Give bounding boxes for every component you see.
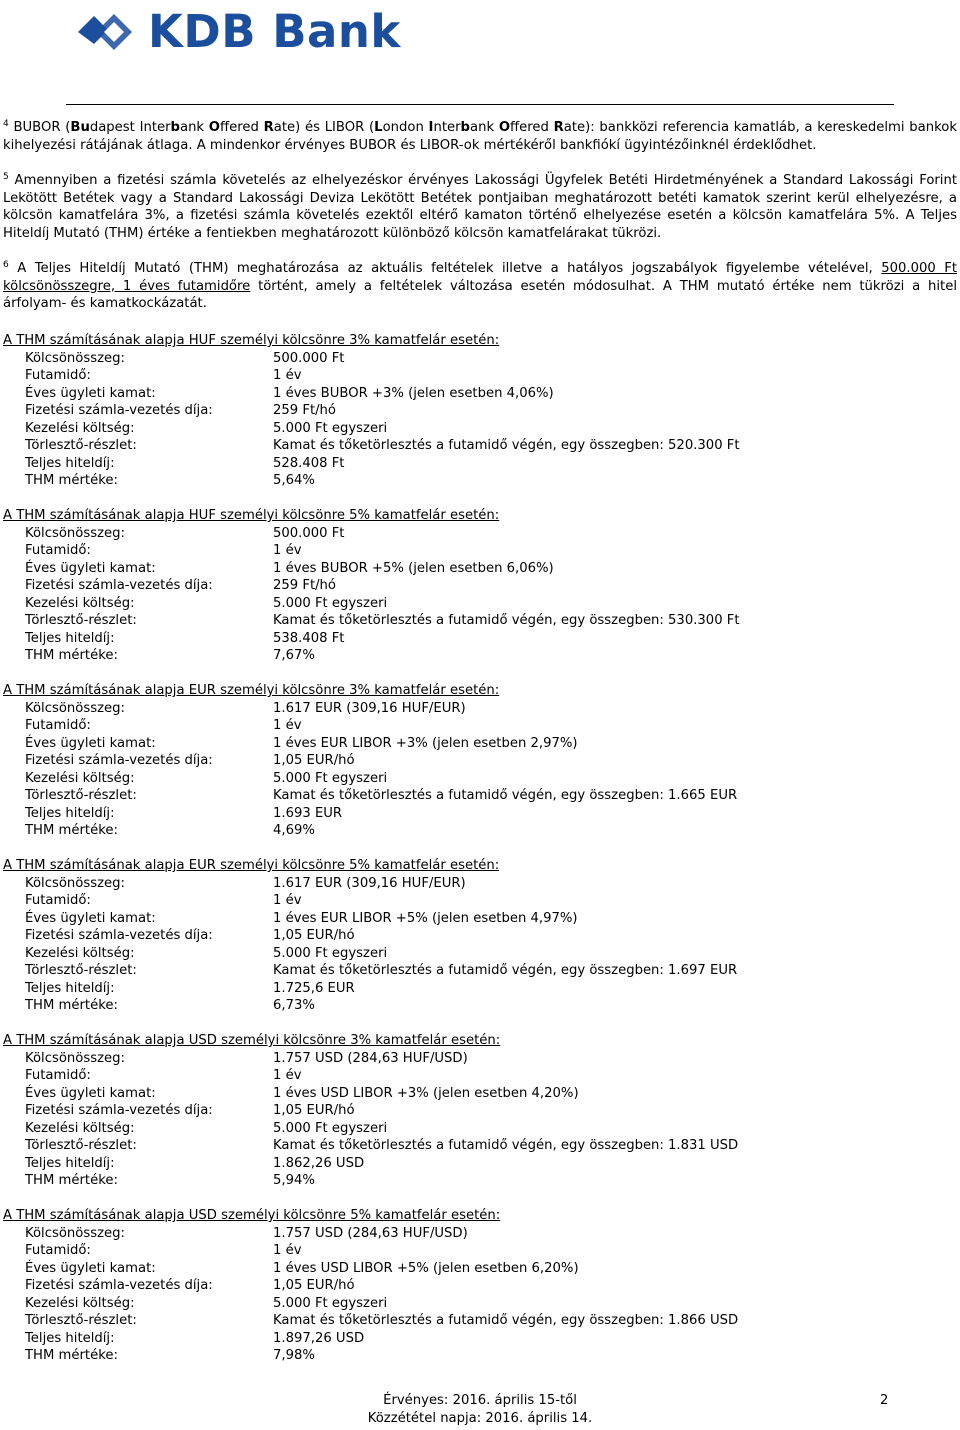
detail-row xyxy=(3,770,957,788)
footnote-text: ffered xyxy=(510,120,554,135)
row-label: THM mértéke: xyxy=(25,1173,118,1188)
footnote-text: b xyxy=(460,120,470,135)
row-label: Teljes hiteldíj: xyxy=(25,455,115,471)
footnote-text: L xyxy=(374,120,383,135)
row-label: Törlesztő-részlet: xyxy=(25,613,137,628)
footer-dates xyxy=(280,1392,680,1427)
footnote-5 xyxy=(3,172,957,242)
section-title: A THM számításának alapja HUF személyi kölcsönre 5% kamatfelár esetén: xyxy=(3,508,500,523)
detail-row xyxy=(3,525,957,543)
row-label: Éves ügyleti kamat: xyxy=(25,910,156,926)
row-value: 6,73% xyxy=(273,998,315,1013)
row-value: 5.000 Ft egyszeri xyxy=(273,1295,388,1311)
row-label: Fizetési számla-vezetés díja: xyxy=(25,753,213,768)
row-value: 7,98% xyxy=(273,1348,315,1363)
detail-row xyxy=(3,577,957,595)
thm-section xyxy=(3,682,957,840)
detail-row xyxy=(3,875,957,893)
detail-row xyxy=(3,420,957,438)
row-label: Teljes hiteldíj: xyxy=(25,630,115,646)
row-value: 1,05 EUR/hó xyxy=(273,753,355,768)
detail-row xyxy=(3,385,957,403)
row-value: Kamat és tőketörlesztés a futamidő végén, egy összegben: 1.866 USD xyxy=(273,1313,739,1328)
row-value: 528.408 Ft xyxy=(273,455,345,471)
detail-row xyxy=(3,560,957,578)
row-label: Éves ügyleti kamat: xyxy=(25,560,156,576)
row-value: 5.000 Ft egyszeri xyxy=(273,1120,388,1136)
row-label: THM mértéke: xyxy=(25,648,118,663)
thm-section xyxy=(3,332,957,490)
detail-row xyxy=(3,1225,957,1243)
row-value: 1 éves EUR LIBOR +3% (jelen esetben 2,97%) xyxy=(273,735,578,751)
detail-row xyxy=(3,1260,957,1278)
row-value: 1 éves USD LIBOR +5% (jelen esetben 6,20%) xyxy=(273,1260,579,1276)
row-value: 5,94% xyxy=(273,1173,315,1188)
footnote-text: Bu xyxy=(70,120,90,135)
row-label: Éves ügyleti kamat: xyxy=(25,1085,156,1101)
row-value: 5.000 Ft egyszeri xyxy=(273,420,388,436)
detail-row xyxy=(3,1155,957,1173)
row-value: 1,05 EUR/hó xyxy=(273,1103,355,1118)
row-label: Futamidő: xyxy=(25,1068,91,1083)
footnote-text: O xyxy=(498,120,511,135)
detail-row xyxy=(3,1330,957,1348)
section-title: A THM számításának alapja HUF személyi kölcsönre 3% kamatfelár esetén: xyxy=(3,333,500,348)
footnote-6 xyxy=(3,260,957,313)
row-label: Éves ügyleti kamat: xyxy=(25,385,156,401)
row-value: 1 éves BUBOR +5% (jelen esetben 6,06%) xyxy=(273,560,554,576)
footnote-text: ank xyxy=(470,120,499,135)
footnote-text: ank xyxy=(179,120,209,135)
detail-row xyxy=(3,980,957,998)
detail-row xyxy=(3,437,957,455)
row-value: 1.617 EUR (309,16 HUF/EUR) xyxy=(273,875,466,891)
row-value: 1.897,26 USD xyxy=(273,1330,365,1346)
row-label: Kölcsönösszeg: xyxy=(25,875,125,891)
row-value: 1.693 EUR xyxy=(273,805,343,821)
detail-row xyxy=(3,1067,957,1085)
row-label: Kölcsönösszeg: xyxy=(25,1225,125,1241)
detail-row xyxy=(3,752,957,770)
row-label: Törlesztő-részlet: xyxy=(25,963,137,978)
row-value: Kamat és tőketörlesztés a futamidő végén, egy összegben: 1.697 EUR xyxy=(273,963,738,978)
row-value: 1 év xyxy=(273,1068,302,1083)
page-number: 2 xyxy=(880,1393,889,1408)
row-value: 5.000 Ft egyszeri xyxy=(273,945,388,961)
row-value: 1 év xyxy=(273,543,302,558)
row-label: Fizetési számla-vezetés díja: xyxy=(25,578,213,593)
row-value: 1 éves BUBOR +3% (jelen esetben 4,06%) xyxy=(273,385,554,401)
row-value: 1.725,6 EUR xyxy=(273,980,355,996)
row-value: 5.000 Ft egyszeri xyxy=(273,770,388,786)
row-label: THM mértéke: xyxy=(25,473,118,488)
row-label: Teljes hiteldíj: xyxy=(25,805,115,821)
row-value: 1 év xyxy=(273,718,302,733)
thm-section xyxy=(3,507,957,665)
row-label: Törlesztő-részlet: xyxy=(25,1138,137,1153)
row-label: Fizetési számla-vezetés díja: xyxy=(25,1278,213,1293)
kdb-logo-icon xyxy=(74,6,138,58)
footnote-text: R xyxy=(553,120,564,135)
detail-row xyxy=(3,910,957,928)
row-value: 5,64% xyxy=(273,473,315,488)
row-label: Fizetési számla-vezetés díja: xyxy=(25,1103,213,1118)
detail-row xyxy=(3,962,957,980)
row-label: Futamidő: xyxy=(25,893,91,908)
detail-row xyxy=(3,1085,957,1103)
row-label: THM mértéke: xyxy=(25,1348,118,1363)
detail-row xyxy=(3,1277,957,1295)
row-value: 7,67% xyxy=(273,648,315,663)
detail-row xyxy=(3,735,957,753)
row-label: Teljes hiteldíj: xyxy=(25,1330,115,1346)
detail-row xyxy=(3,1312,957,1330)
row-value: 1 év xyxy=(273,368,302,383)
row-value: 4,69% xyxy=(273,823,315,838)
row-label: Fizetési számla-vezetés díja: xyxy=(25,403,213,418)
detail-row xyxy=(3,700,957,718)
row-value: 1.617 EUR (309,16 HUF/EUR) xyxy=(273,700,466,716)
detail-row xyxy=(3,1242,957,1260)
row-label: Futamidő: xyxy=(25,718,91,733)
row-value: 500.000 Ft xyxy=(273,350,345,366)
detail-row xyxy=(3,1347,957,1365)
footnote-text: R xyxy=(263,120,274,135)
row-label: Törlesztő-részlet: xyxy=(25,1313,137,1328)
row-value: 1 éves EUR LIBOR +5% (jelen esetben 4,97%) xyxy=(273,910,578,926)
row-value: 1.757 USD (284,63 HUF/USD) xyxy=(273,1225,468,1241)
thm-section xyxy=(3,1207,957,1365)
row-value: 1.757 USD (284,63 HUF/USD) xyxy=(273,1050,468,1066)
row-value: Kamat és tőketörlesztés a futamidő végén, egy összegben: 1.665 EUR xyxy=(273,788,738,803)
detail-row xyxy=(3,402,957,420)
detail-row xyxy=(3,892,957,910)
footnote-text: ondon xyxy=(382,120,429,135)
thm-section xyxy=(3,857,957,1015)
row-value: Kamat és tőketörlesztés a futamidő végén, egy összegben: 1.831 USD xyxy=(273,1138,739,1153)
footnote-text: Amennyiben a fizetési számla követelés az elhelyezéskor érvényes Lakossági Ügyfelek Betéti Hirdetményének a Standard Lakossági Forint Lekötött Betétek vagy a Standard Lakossági Deviza Lekötött Betétek pontjaiban meghatározott betéti kamatok szerint kerül elhelyezésre, a kölcsön kamatfelára 3%, a fizetési számla követelés ezektől eltérő kamaton történő elhelyezése esetén a kölcsön kamatfelára 5%. A Teljes Hiteldíj Mutató (THM) értéke a fentiekben meghatározott különböző kölcsön kamatfelárakat tükrözi. xyxy=(3,173,957,241)
row-label: THM mértéke: xyxy=(25,823,118,838)
row-value: 5.000 Ft egyszeri xyxy=(273,595,388,611)
detail-row xyxy=(3,945,957,963)
detail-row xyxy=(3,1172,957,1190)
row-value: 1 év xyxy=(273,1243,302,1258)
detail-row xyxy=(3,1102,957,1120)
thm-sections xyxy=(3,332,957,1382)
footnote-separator xyxy=(66,104,894,105)
footnote-4 xyxy=(3,119,957,154)
section-title: A THM számításának alapja EUR személyi kölcsönre 5% kamatfelár esetén: xyxy=(3,858,500,873)
detail-row xyxy=(3,1120,957,1138)
footnote-text: ate) és LIBOR ( xyxy=(273,120,375,135)
footnote-text: ate): bankközi referencia kamatláb, a kereskedelmi bankok kihelyezési rátájának átlaga. A mindenkor érvényes BUBOR és LIBOR-ok mértékéről bankfiókí ügyintézőinknél érdeklődhet. xyxy=(3,120,957,153)
row-label: Teljes hiteldíj: xyxy=(25,980,115,996)
row-value: 1.862,26 USD xyxy=(273,1155,365,1171)
section-title: A THM számításának alapja USD személyi kölcsönre 3% kamatfelár esetén: xyxy=(3,1033,501,1048)
detail-row xyxy=(3,350,957,368)
footnote-text: dapest Inter xyxy=(89,120,171,135)
row-label: Kölcsönösszeg: xyxy=(25,350,125,366)
detail-row xyxy=(3,647,957,665)
footnote-marker: 6 xyxy=(3,260,9,270)
row-label: Éves ügyleti kamat: xyxy=(25,1260,156,1276)
detail-row xyxy=(3,595,957,613)
footnote-marker: 4 xyxy=(3,119,9,129)
row-label: Kezelési költség: xyxy=(25,1120,135,1136)
section-title: A THM számításának alapja USD személyi kölcsönre 5% kamatfelár esetén: xyxy=(3,1208,501,1223)
row-label: Éves ügyleti kamat: xyxy=(25,735,156,751)
row-label: Futamidő: xyxy=(25,1243,91,1258)
row-label: Futamidő: xyxy=(25,368,91,383)
detail-row xyxy=(3,630,957,648)
detail-row xyxy=(3,472,957,490)
footnote-text: I xyxy=(428,120,434,135)
row-value: 538.408 Ft xyxy=(273,630,345,646)
row-label: Kezelési költség: xyxy=(25,1295,135,1311)
row-value: 1 év xyxy=(273,893,302,908)
kdb-bank-logo xyxy=(74,6,401,58)
section-title: A THM számításának alapja EUR személyi kölcsönre 3% kamatfelár esetén: xyxy=(3,683,500,698)
row-label: Kölcsönösszeg: xyxy=(25,700,125,716)
row-value: Kamat és tőketörlesztés a futamidő végén, egy összegben: 520.300 Ft xyxy=(273,438,740,453)
detail-row xyxy=(3,997,957,1015)
row-value: Kamat és tőketörlesztés a futamidő végén, egy összegben: 530.300 Ft xyxy=(273,613,740,628)
footnote-text: ffered xyxy=(220,120,264,135)
row-label: Kezelési költség: xyxy=(25,420,135,436)
row-value: 500.000 Ft xyxy=(273,525,345,541)
footnote-text: b xyxy=(170,120,180,135)
footnote-text: nter xyxy=(433,120,461,135)
detail-row xyxy=(3,822,957,840)
row-label: Kezelési költség: xyxy=(25,945,135,961)
row-label: Kezelési költség: xyxy=(25,595,135,611)
valid-from: Érvényes: 2016. április 15-től xyxy=(383,1393,577,1408)
detail-row xyxy=(3,612,957,630)
row-label: Teljes hiteldíj: xyxy=(25,1155,115,1171)
row-label: Kölcsönösszeg: xyxy=(25,525,125,541)
row-label: Törlesztő-részlet: xyxy=(25,438,137,453)
detail-row xyxy=(3,455,957,473)
logo-text: KDB Bank xyxy=(148,5,401,58)
row-label: Fizetési számla-vezetés díja: xyxy=(25,928,213,943)
row-value: 1,05 EUR/hó xyxy=(273,1278,355,1293)
detail-row xyxy=(3,542,957,560)
row-value: 1 éves USD LIBOR +3% (jelen esetben 4,20%) xyxy=(273,1085,579,1101)
row-value: 1,05 EUR/hó xyxy=(273,928,355,943)
footnote-text: történt, amely a feltételek változása esetén módosulhat. A THM mutató értéke nem tükrözi a hitel árfolyam- és kamatkockázatát. xyxy=(3,278,958,311)
detail-row xyxy=(3,1137,957,1155)
detail-row xyxy=(3,367,957,385)
footnote-text: O xyxy=(208,120,221,135)
row-value: 259 Ft/hó xyxy=(273,403,336,418)
row-label: Kölcsönösszeg: xyxy=(25,1050,125,1066)
detail-row xyxy=(3,787,957,805)
detail-row xyxy=(3,927,957,945)
detail-row xyxy=(3,717,957,735)
footnote-text: A Teljes Hiteldíj Mutató (THM) meghatározása az aktuális feltételek illetve a hatályos jogszabályok figyelembe vételével, xyxy=(8,261,882,276)
detail-row xyxy=(3,1050,957,1068)
footnote-text: BUBOR ( xyxy=(13,120,71,135)
detail-row xyxy=(3,1295,957,1313)
row-label: Kezelési költség: xyxy=(25,770,135,786)
publication-date: Közzététel napja: 2016. április 14. xyxy=(367,1410,593,1426)
row-label: THM mértéke: xyxy=(25,998,118,1013)
detail-row xyxy=(3,805,957,823)
footnote-text: 500.000 Ft kölcsönösszegre, 1 éves futamidőre xyxy=(3,261,957,294)
footnote-marker: 5 xyxy=(3,172,9,182)
thm-section xyxy=(3,1032,957,1190)
row-value: 259 Ft/hó xyxy=(273,578,336,593)
row-label: Futamidő: xyxy=(25,543,91,558)
row-label: Törlesztő-részlet: xyxy=(25,788,137,803)
